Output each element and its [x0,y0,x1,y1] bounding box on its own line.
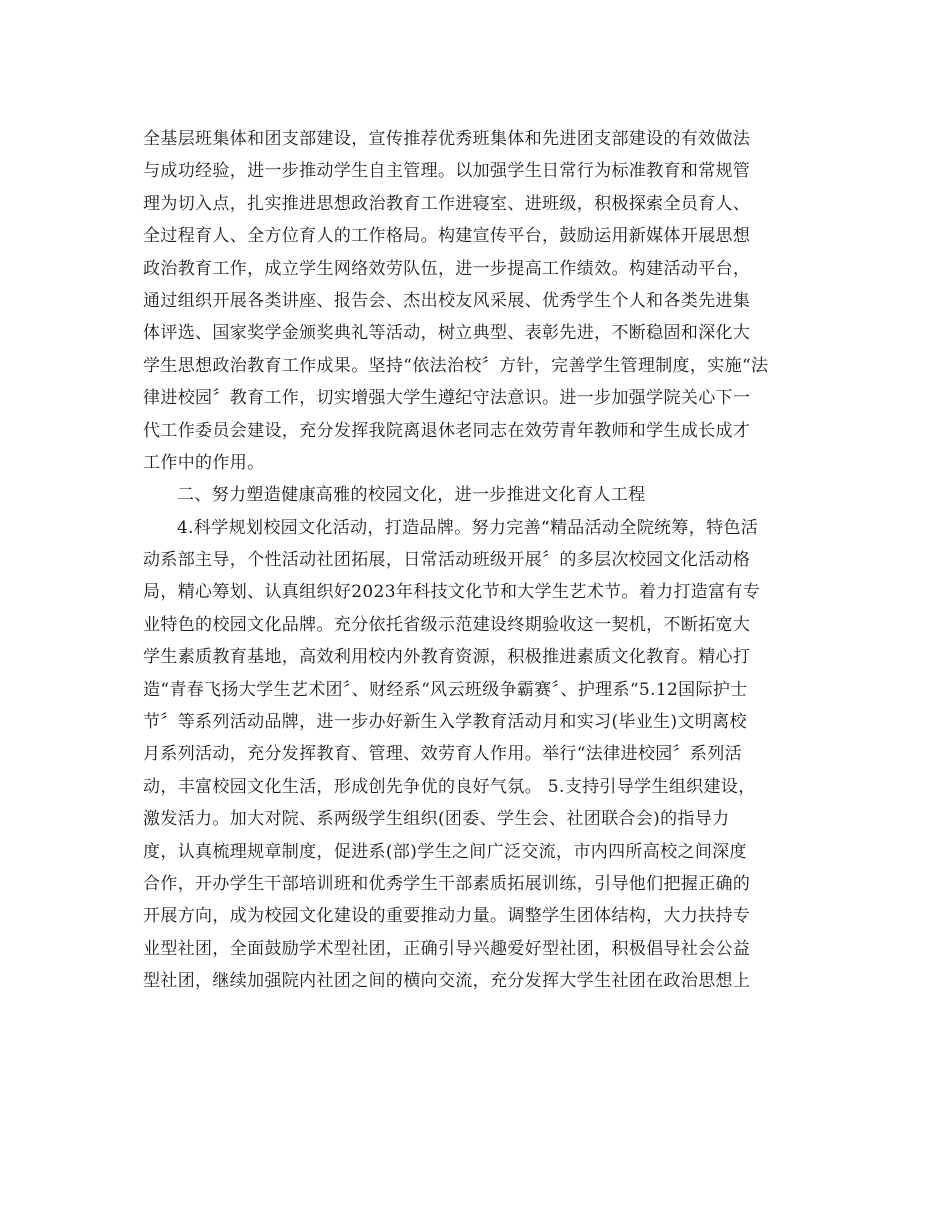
text-line: 月系列活动，充分发挥教育、管理、效劳育人作用。举行“法律进校园〞系列活 [143,744,742,765]
text-line: 激发活力。加大对院、系两级学生组织(团委、学生会、社团联合会)的指导力 [143,809,730,830]
text-line: 全过程育人、全方位育人的工作格局。构建宣传平台，鼓励运用新媒体开展思想 [143,226,751,247]
text-line: 合作，开办学生干部培训班和优秀学生干部素质拓展训练，引导他们把握正确的 [143,873,751,894]
text-line: 学生思想政治教育工作成果。坚持“依法治校〞方针，完善学生管理制度，实施“法 [143,355,769,376]
text-line: 政治教育工作，成立学生网络效劳队伍，进一步提高工作绩效。构建活动平台， [143,258,751,279]
text-line: 造“青春飞扬大学生艺术团〞、财经系“风云班级争霸赛〞、护理系“5.12国际护士 [143,679,748,700]
text-line: 局，精心筹划、认真组织好2023年科技文化节和大学生艺术节。着力打造富有专 [143,582,761,603]
text-line: 学生素质教育基地，高效利用校内外教育资源，积极推进素质文化教育。精心打 [143,647,751,668]
text-line: 代工作委员会建设，充分发挥我院离退休老同志在效劳青年教师和学生成长成才 [143,420,751,441]
text-line: 理为切入点，扎实推进思想政治教育工作进寝室、进班级，积极探索全员育人、 [143,193,751,214]
text-line: 开展方向，成为校园文化建设的重要推动力量。调整学生团体结构，大力扶持专 [143,906,751,927]
text-line: 律进校园〞教育工作，切实增强大学生遵纪守法意识。进一步加强学院关心下一 [143,388,751,409]
text-line: 通过组织开展各类讲座、报告会、杰出校友风采展、优秀学生个人和各类先进集 [143,290,751,311]
text-line: 全基层班集体和团支部建设，宣传推荐优秀班集体和先进团支部建设的有效做法 [143,129,751,149]
text-line: 业特色的校园文化品牌。充分依托省级示范建设终期验收这一契机，不断拓宽大 [143,614,751,635]
text-line: 型社团，继续加强院内社团之间的横向交流，充分发挥大学生社团在政治思想上 [143,971,751,992]
text-line: 业型社团，全面鼓励学术型社团，正确引导兴趣爱好型社团，积极倡导社会公益 [143,938,751,959]
text-line: 节〞等系列活动品牌，进一步办好新生入学教育活动月和实习(毕业生)文明离校 [143,712,747,733]
text-line: 工作中的作用。 [143,452,265,473]
text-line: 二、努力塑造健康高雅的校园文化，进一步推进文化育人工程 [177,485,646,506]
document-body [143,123,811,998]
text-line: 与成功经验，进一步推动学生自主管理。以加强学生日常行为标准教育和常规管 [143,161,751,182]
text-line: 体评选、国家奖学金颁奖典礼等活动，树立典型、表彰先进，不断稳固和深化大 [143,323,751,344]
text-line: 动，丰富校园文化生活，形成创先争优的良好气氛。 5.支持引导学生组织建设， [143,776,756,797]
text-line: 4.科学规划校园文化活动，打造品牌。努力完善“精品活动全院统筹，特色活 [177,517,759,538]
text-line: 度，认真梳理规章制度，促进系(部)学生之间广泛交流，市内四所高校之间深度 [143,841,747,862]
text-line: 动系部主导，个性活动社团拓展，日常活动班级开展〞的多层次校园文化活动格 [143,550,751,571]
